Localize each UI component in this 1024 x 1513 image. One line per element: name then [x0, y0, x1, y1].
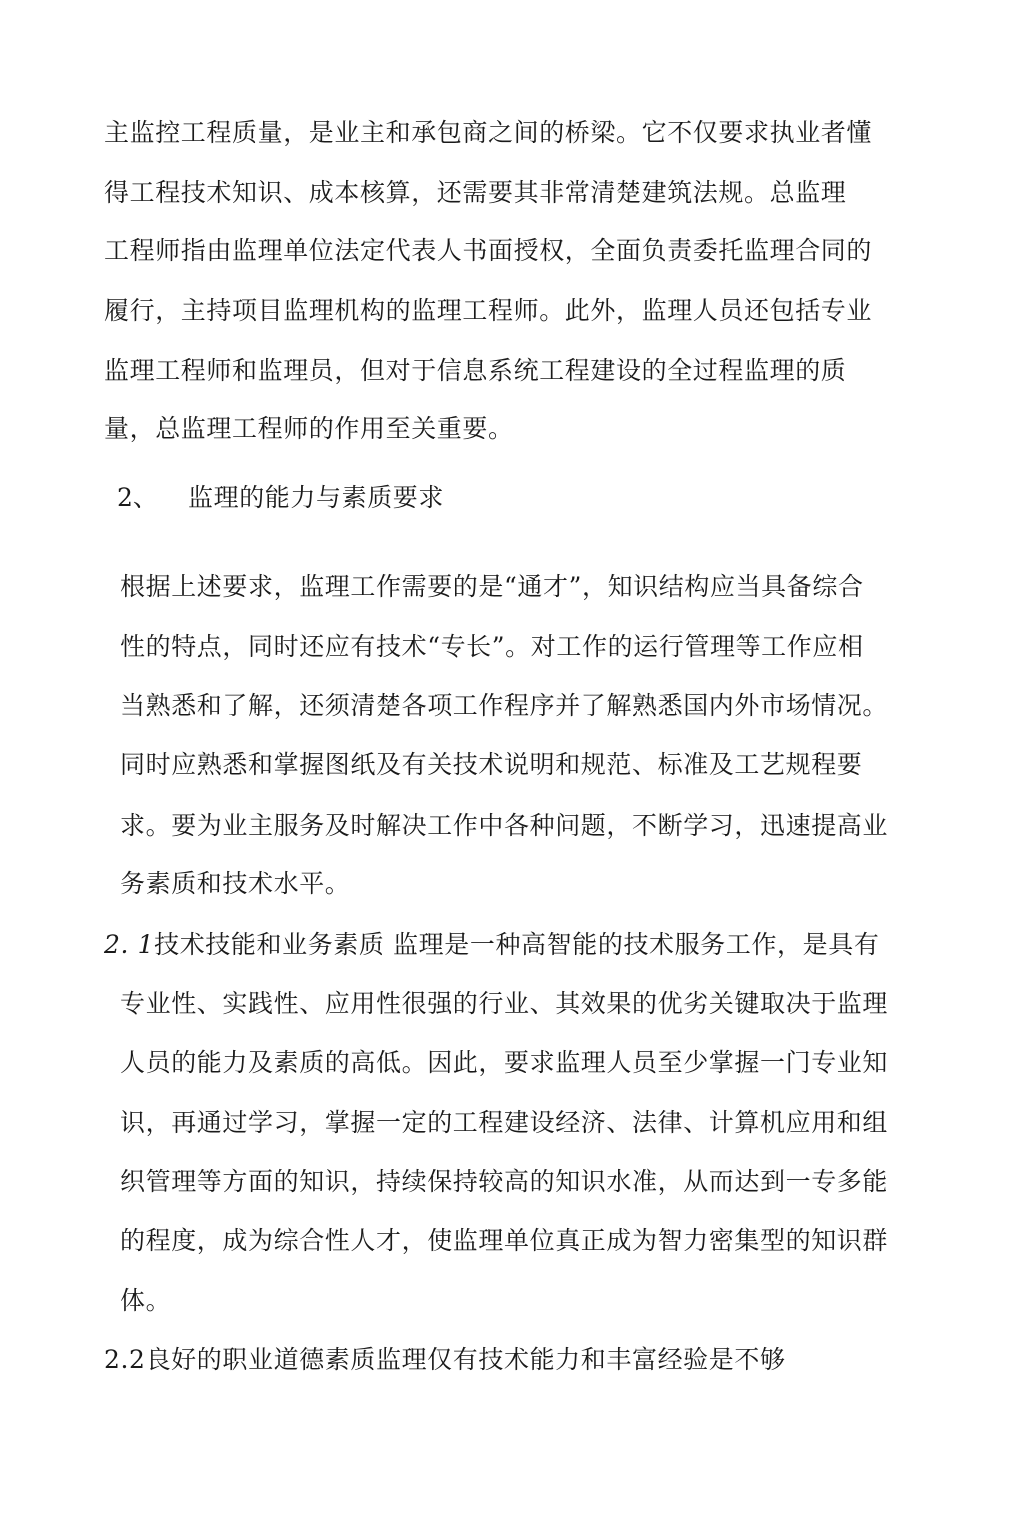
subsection-text: 良好的职业道德素质监理仅有技术能力和丰富经验是不够: [145, 1345, 786, 1374]
paragraph-line: 监理工程师和监理员，但对于信息系统工程建设的全过程监理的质: [104, 356, 847, 385]
paragraph-line: 人员的能力及素质的高低。因此，要求监理人员至少掌握一门专业知: [120, 1048, 889, 1077]
paragraph-line: 履行，主持项目监理机构的监理工程师。此外，监理人员还包括专业: [104, 296, 873, 325]
paragraph-line: 体。: [120, 1286, 172, 1315]
paragraph-line: 识，再通过学习，掌握一定的工程建设经济、法律、计算机应用和组: [120, 1108, 889, 1137]
paragraph-line: 同时应熟悉和掌握图纸及有关技术说明和规范、标准及工艺规程要: [120, 750, 863, 779]
paragraph-line: 主监控工程质量，是业主和承包商之间的桥梁。它不仅要求执业者懂: [104, 118, 873, 147]
paragraph-line: 根据上述要求，监理工作需要的是“通才”，知识结构应当具备综合: [120, 572, 864, 601]
paragraph-line: 织管理等方面的知识，持续保持较高的知识水准，从而达到一专多能: [120, 1167, 889, 1196]
subsection-first-line: [104, 929, 879, 961]
paragraph-line: 性的特点，同时还应有技术“专长”。对工作的运行管理等工作应相: [120, 632, 864, 661]
paragraph-line: 的程度，成为综合性人才，使监理单位真正成为智力密集型的知识群: [120, 1226, 889, 1255]
paragraph-line: 务素质和技术水平。: [120, 869, 351, 898]
paragraph-line: 专业性、实践性、应用性很强的行业、其效果的优劣关键取决于监理: [120, 989, 889, 1018]
paragraph-line: 得工程技术知识、成本核算，还需要其非常清楚建筑法规。总监理: [104, 178, 847, 207]
subsection-number: 2. 1: [104, 930, 155, 959]
paragraph-line: 求。要为业主服务及时解决工作中各种问题，不断学习，迅速提高业: [120, 811, 889, 840]
paragraph-line: 量，总监理工程师的作用至关重要。: [104, 414, 514, 443]
subsection-line: [104, 1344, 786, 1376]
subsection-text: 技术技能和业务素质 监理是一种高智能的技术服务工作，是具有: [154, 930, 880, 959]
paragraph-line: 工程师指由监理单位法定代表人书面授权，全面负责委托监理合同的: [104, 236, 873, 265]
subsection-number: 2.2: [104, 1345, 146, 1374]
paragraph-line: 当熟悉和了解，还须清楚各项工作程序并了解熟悉国内外市场情况。: [120, 691, 889, 720]
section-number: 2、: [117, 483, 158, 512]
section-heading: 监理的能力与素质要求: [188, 483, 445, 512]
